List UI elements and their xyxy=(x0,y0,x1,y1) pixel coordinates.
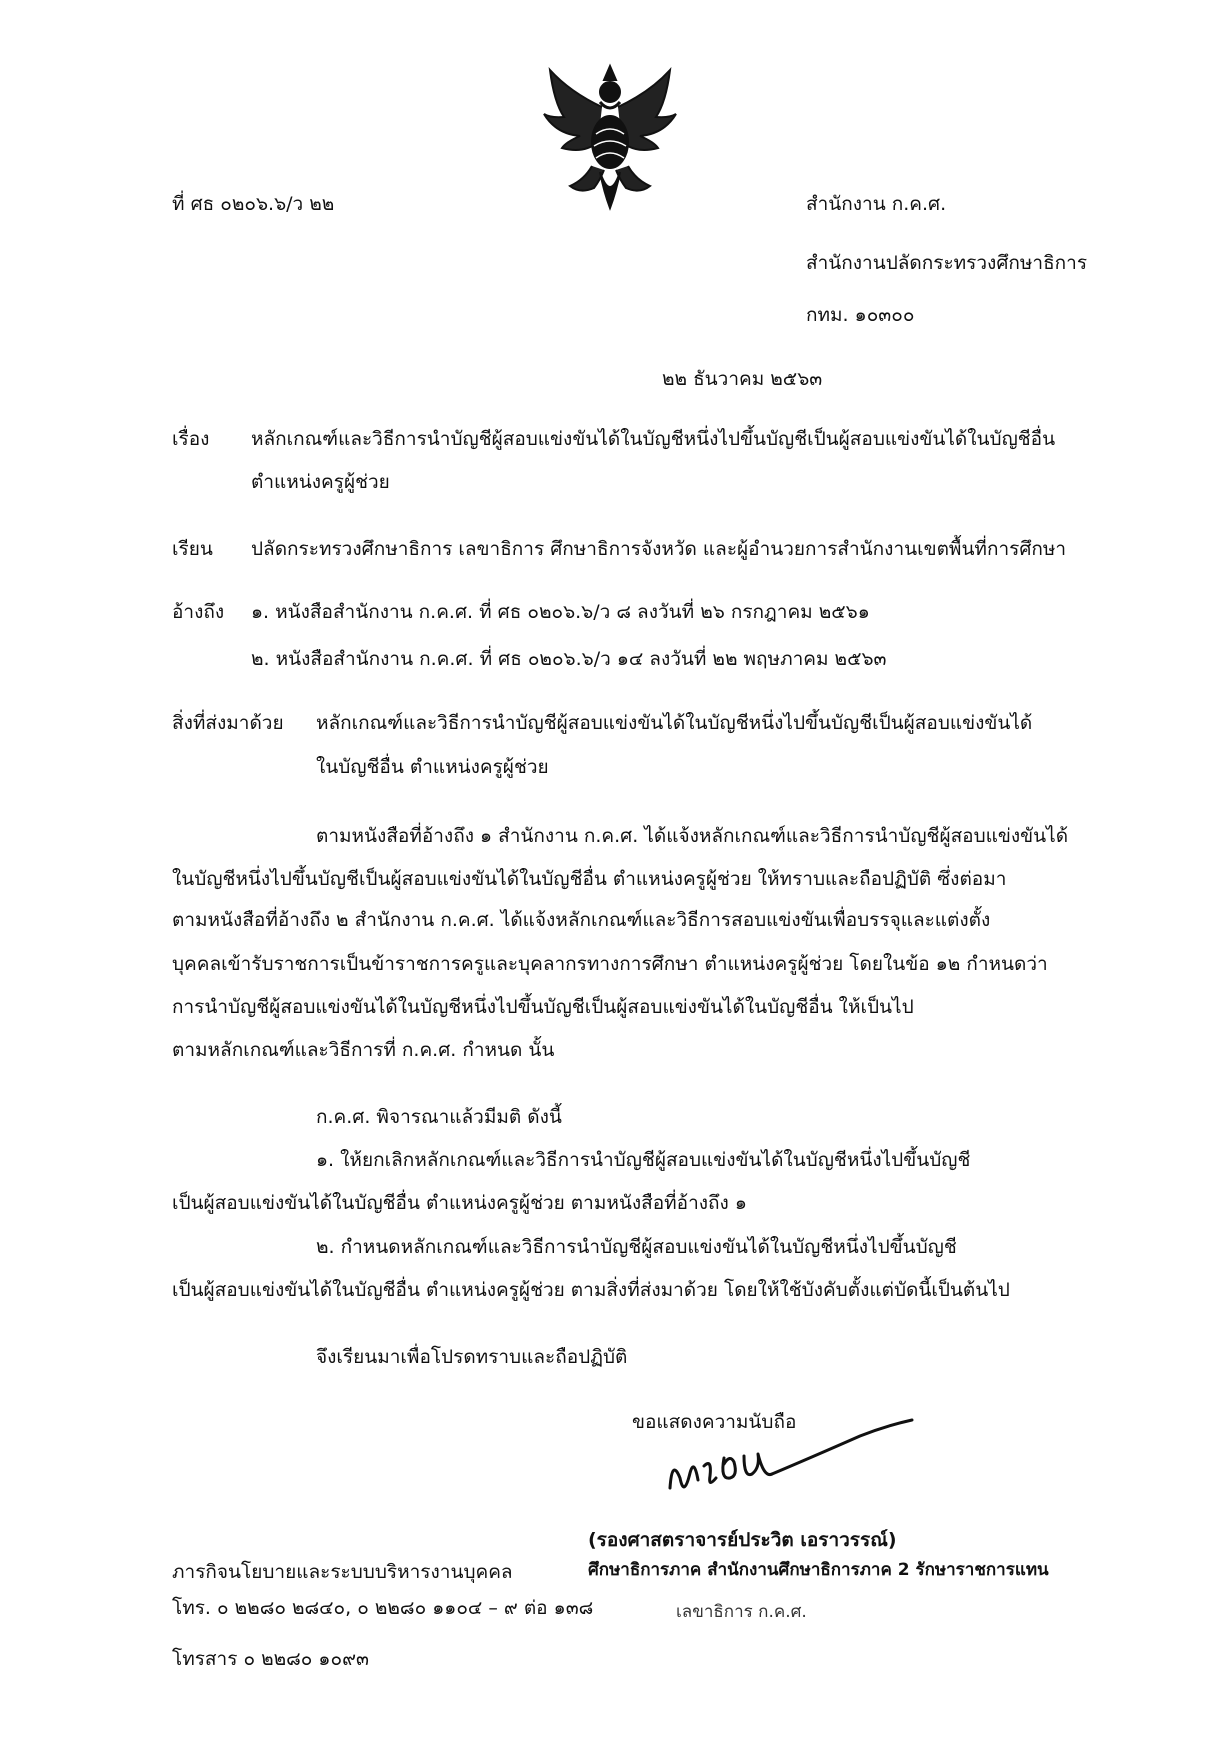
para1-line-6: ตามหลักเกณฑ์และวิธีการที่ ก.ค.ศ. กำหนด นั้น xyxy=(172,1039,555,1061)
garuda-emblem-icon xyxy=(540,62,680,212)
document-date: ๒๒ ธันวาคม ๒๕๖๓ xyxy=(662,368,823,390)
org-line-1: สำนักงาน ก.ค.ศ. xyxy=(806,193,947,215)
para1-line-1: ตามหนังสือที่อ้างถึง ๑ สำนักงาน ก.ค.ศ. ได้แจ้งหลักเกณฑ์และวิธีการนำบัญชีผู้สอบแข่งขันได้ xyxy=(316,825,1069,847)
subject-line-2: ตำแหน่งครูผู้ช่วย xyxy=(251,471,390,493)
to-label: เรียน xyxy=(172,538,213,560)
document-number: ที่ ศธ ๐๒๐๖.๖/ว ๒๒ xyxy=(172,193,335,215)
reference-item-2: ๒. หนังสือสำนักงาน ก.ค.ศ. ที่ ศธ ๐๒๐๖.๖/ว ๑๔ ลงวันที่ ๒๒ พฤษภาคม ๒๕๖๓ xyxy=(251,648,887,670)
footer-phone: โทร. ๐ ๒๒๘๐ ๒๘๔๐, ๐ ๒๒๘๐ ๑๑๐๔ – ๙ ต่อ ๑๓๘ xyxy=(172,1597,594,1619)
to-text: ปลัดกระทรวงศึกษาธิการ เลขาธิการ ศึกษาธิการจังหวัด และผู้อำนวยการสำนักงานเขตพื้นที่การศึกษา xyxy=(251,538,1067,560)
signatory-title-2: เลขาธิการ ก.ค.ศ. xyxy=(676,1602,807,1622)
item2-line-1: ๒. กำหนดหลักเกณฑ์และวิธีการนำบัญชีผู้สอบแข่งขันได้ในบัญชีหนึ่งไปขึ้นบัญชี xyxy=(316,1236,957,1258)
signatory-name: (รองศาสตราจารย์ประวิต เอราวรรณ์) xyxy=(588,1529,897,1551)
enclosure-label: สิ่งที่ส่งมาด้วย xyxy=(172,712,284,734)
enclosure-line-1: หลักเกณฑ์และวิธีการนำบัญชีผู้สอบแข่งขันได้ในบัญชีหนึ่งไปขึ้นบัญชีเป็นผู้สอบแข่งขันได้ xyxy=(316,712,1033,734)
subject-label: เรื่อง xyxy=(172,428,210,450)
resolution-intro: ก.ค.ศ. พิจารณาแล้วมีมติ ดังนี้ xyxy=(316,1106,562,1128)
para1-line-2: ในบัญชีหนึ่งไปขึ้นบัญชีเป็นผู้สอบแข่งขันได้ในบัญชีอื่น ตำแหน่งครูผู้ช่วย ให้ทราบและถือปฏิบัติ ซึ่งต่อมา xyxy=(172,868,1007,890)
handwritten-signature-icon xyxy=(660,1418,920,1528)
org-line-3: กทม. ๑๐๓๐๐ xyxy=(806,304,915,326)
org-line-2: สำนักงานปลัดกระทรวงศึกษาธิการ xyxy=(806,252,1088,274)
para1-line-5: การนำบัญชีผู้สอบแข่งขันได้ในบัญชีหนึ่งไปขึ้นบัญชีเป็นผู้สอบแข่งขันได้ในบัญชีอื่น ให้เป็นไป xyxy=(172,996,914,1018)
enclosure-line-2: ในบัญชีอื่น ตำแหน่งครูผู้ช่วย xyxy=(316,756,549,778)
signatory-title-1: ศึกษาธิการภาค สำนักงานศึกษาธิการภาค 2 รักษาราชการแทน xyxy=(588,1560,1049,1580)
item2-line-2: เป็นผู้สอบแข่งขันได้ในบัญชีอื่น ตำแหน่งครูผู้ช่วย ตามสิ่งที่ส่งมาด้วย โดยให้ใช้บังคับตั้งแต่บัดนี้เป็นต้นไป xyxy=(172,1279,1010,1301)
subject-line-1: หลักเกณฑ์และวิธีการนำบัญชีผู้สอบแข่งขันได้ในบัญชีหนึ่งไปขึ้นบัญชีเป็นผู้สอบแข่งขันได้ในบัญชีอื่น xyxy=(251,428,1056,450)
closing-text: จึงเรียนมาเพื่อโปรดทราบและถือปฏิบัติ xyxy=(316,1346,628,1368)
para1-line-4: บุคคลเข้ารับราชการเป็นข้าราชการครูและบุคลากรทางการศึกษา ตำแหน่งครูผู้ช่วย โดยในข้อ ๑๒ กำหนดว่า xyxy=(172,953,1048,975)
reference-item-1: ๑. หนังสือสำนักงาน ก.ค.ศ. ที่ ศธ ๐๒๐๖.๖/ว ๘ ลงวันที่ ๒๖ กรกฎาคม ๒๕๖๑ xyxy=(251,601,870,623)
footer-fax: โทรสาร ๐ ๒๒๘๐ ๑๐๙๓ xyxy=(172,1648,369,1670)
reference-label: อ้างถึง xyxy=(172,601,225,623)
item1-line-2: เป็นผู้สอบแข่งขันได้ในบัญชีอื่น ตำแหน่งครูผู้ช่วย ตามหนังสือที่อ้างถึง ๑ xyxy=(172,1192,747,1214)
item1-line-1: ๑. ให้ยกเลิกหลักเกณฑ์และวิธีการนำบัญชีผู้สอบแข่งขันได้ในบัญชีหนึ่งไปขึ้นบัญชี xyxy=(316,1149,971,1171)
para1-line-3: ตามหนังสือที่อ้างถึง ๒ สำนักงาน ก.ค.ศ. ได้แจ้งหลักเกณฑ์และวิธีการสอบแข่งขันเพื่อบรรจุและแต่งตั้ง xyxy=(172,909,991,931)
footer-department: ภารกิจนโยบายและระบบบริหารงานบุคคล xyxy=(172,1561,513,1583)
regards-text: ขอแสดงความนับถือ xyxy=(632,1411,797,1433)
